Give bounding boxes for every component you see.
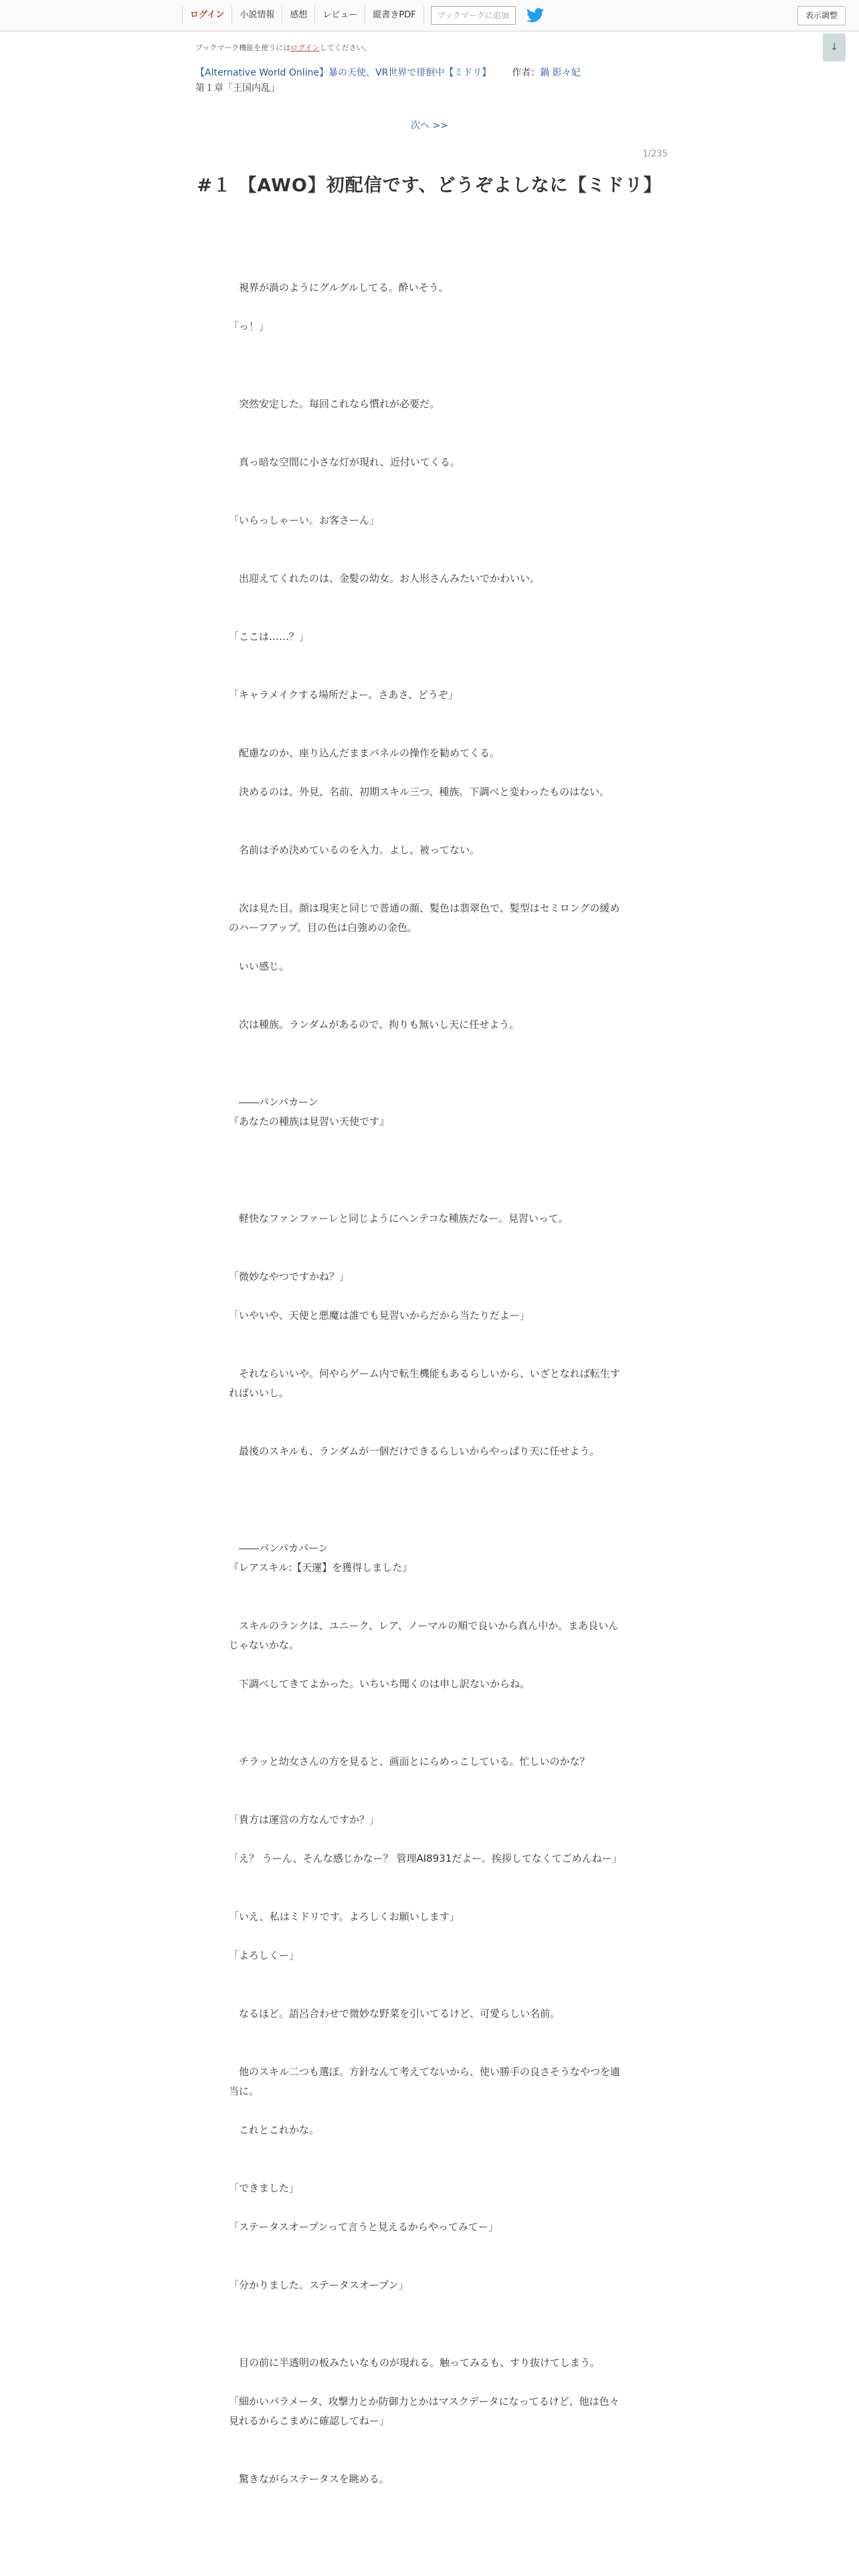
- bookmark-notice: [195, 42, 371, 53]
- body-line: 「え？ うーん、そんな感じかなー？ 管理AI8931だよー。挨拶してなくてごめんねー」: [229, 1852, 622, 1864]
- body-line: 「分かりました。ステータスオープン」: [229, 2279, 409, 2291]
- novel-info-link[interactable]: 小説情報: [231, 6, 282, 25]
- body-paragraph: [229, 1442, 628, 1461]
- body-line: これとこれかな。: [229, 2124, 320, 2136]
- body-line: いい感じ。: [229, 960, 290, 972]
- body-line: 「いえ、私はミドリです。よろしくお願いします」: [229, 1911, 460, 1923]
- body-paragraph: [229, 627, 628, 647]
- bookmark-login-link[interactable]: ログイン: [290, 43, 320, 52]
- body-paragraph: [229, 2392, 628, 2431]
- review-link[interactable]: レビュー: [314, 6, 365, 25]
- author-label: 作者：: [512, 68, 541, 78]
- body-line: 『あなたの種族は見習い天使です』: [229, 1115, 390, 1128]
- login-link[interactable]: ログイン: [182, 6, 231, 25]
- body-line: ――パンパカーン: [229, 1096, 318, 1108]
- body-line: 「ステータスオープンって言うと見えるからやってみてー」: [229, 2221, 498, 2233]
- body-paragraph: [229, 317, 628, 336]
- body-line: 「いやいや、天使と悪魔は誰でも見習いからだから当たりだよー」: [229, 1309, 530, 1321]
- body-paragraph: [229, 2218, 628, 2237]
- body-paragraph: [229, 511, 628, 530]
- body-line: 軽快なファンファーレと同じようにヘンテコな種族だなー。見習いって。: [229, 1212, 569, 1224]
- body-line: 「よろしくー」: [229, 1949, 300, 1961]
- top-navigation-bar: [0, 0, 859, 31]
- body-paragraph: [229, 2004, 628, 2024]
- body-paragraph: [229, 841, 628, 860]
- body-paragraph: [229, 1093, 628, 1132]
- novel-title-link[interactable]: 【Alternative World Online】暴の天使、VR世界で徘徊中【ミドリ】: [195, 68, 492, 78]
- body-paragraph: [229, 957, 628, 976]
- impressions-link[interactable]: 感想: [282, 6, 314, 25]
- body-line: 突然安定した。毎回これなら慣れが必要だ。: [229, 398, 440, 410]
- body-paragraph: [229, 685, 628, 705]
- episode-title: #１ 【AWO】初配信です、どうぞよしなに【ミドリ】: [197, 175, 662, 196]
- body-paragraph: [229, 2470, 628, 2489]
- body-paragraph: [229, 569, 628, 588]
- scroll-down-button[interactable]: ↓: [823, 33, 846, 62]
- body-line: 「細かいパラメータ、攻撃力とか防御力とかはマスクデータになってるけど、他は色々見れるからこまめに確認してねー」: [229, 2395, 619, 2427]
- body-line: それならいいや。何やらゲーム内で転生機能もあるらしいから、いざとなれば転生すればいいし。: [229, 1368, 620, 1399]
- page-number: 1/235: [642, 149, 668, 159]
- body-line: 「微妙なやつですかね？」: [229, 1271, 350, 1283]
- body-line: 最後のスキルも、ランダムが一個だけできるらしいからやっぱり天に任せよう。: [229, 1445, 600, 1457]
- add-bookmark-button[interactable]: ブックマークに追加: [431, 6, 516, 25]
- body-line: 配慮なのか、座り込んだままパネルの操作を勧めてくる。: [229, 747, 500, 759]
- body-paragraph: [229, 1209, 628, 1228]
- body-paragraph: [229, 1616, 628, 1655]
- body-line: チラッと幼女さんの方を見ると、画面とにらめっこしている。忙しいのかな？: [229, 1755, 590, 1767]
- body-paragraph: [229, 2062, 628, 2101]
- body-line: 決めるのは、外見、名前、初期スキル三つ、種族。下調べと変わったものはない。: [229, 786, 610, 798]
- body-paragraph: [229, 1306, 628, 1325]
- body-line: 驚きながらステータスを眺める。: [229, 2473, 389, 2485]
- body-line: スキルのランクは、ユニーク、レア、ノーマルの順で良いから真ん中か。まあ良いんじゃないかな。: [229, 1620, 619, 1651]
- chapter-title: 第１章「王国内乱」: [195, 83, 280, 94]
- next-page-link[interactable]: 次へ >>: [411, 120, 448, 131]
- body-line: 名前は予め決めているのを入力。よし、被ってない。: [229, 844, 480, 856]
- body-line: 「ここは……？」: [229, 631, 310, 643]
- body-line: 下調べしてきてよかった。いちいち聞くのは申し訳ないからね。: [229, 1678, 531, 1690]
- body-line: ――パンパカパーン: [229, 1542, 328, 1554]
- body-line: 目の前に半透明の板みたいなものが現れる。触ってみるも、すり抜けてしまう。: [229, 2357, 601, 2369]
- body-paragraph: [229, 2353, 628, 2373]
- body-paragraph: [229, 278, 628, 298]
- body-line: 出迎えてくれたのは、金髪の幼女。お人形さんみたいでかわいい。: [229, 572, 541, 584]
- body-paragraph: [229, 2276, 628, 2295]
- body-line: 「っ！」: [229, 320, 270, 332]
- body-paragraph: [229, 1946, 628, 1965]
- novel-body: [229, 278, 628, 2489]
- body-line: 他のスキル二つも選ぼ。方針なんて考えてないから、使い勝手の良さそうなやつを適当に。: [229, 2066, 620, 2097]
- body-paragraph: [229, 1907, 628, 1927]
- body-paragraph: [229, 2121, 628, 2140]
- vertical-pdf-link[interactable]: 縦書きPDF: [365, 6, 423, 25]
- body-paragraph: [229, 899, 628, 938]
- body-paragraph: [229, 1810, 628, 1830]
- body-paragraph: [229, 1364, 628, 1403]
- body-paragraph: [229, 744, 628, 763]
- display-settings-button[interactable]: 表示調整: [797, 6, 846, 25]
- body-paragraph: [229, 1752, 628, 1772]
- body-line: 視界が渦のようにグルグルしてる。酔いそう。: [229, 282, 449, 294]
- body-paragraph: [229, 782, 628, 802]
- body-paragraph: [229, 1539, 628, 1578]
- bookmark-notice-after: してください。: [319, 43, 371, 52]
- body-line: 次は見た目。顔は現実と同じで普通の顔、髪色は翡翠色で、髪型はセミロングの緩めのハーフアップ。目の色は白強めの金色。: [229, 902, 620, 934]
- author-link[interactable]: 鍋 影々妃: [540, 68, 581, 78]
- body-line: 「貴方は運営の方なんですか？」: [229, 1814, 380, 1826]
- body-line: 「できました」: [229, 2182, 300, 2194]
- main-nav: [182, 6, 544, 25]
- body-paragraph: [229, 1015, 628, 1035]
- bookmark-notice-before: ブックマーク機能を使うには: [195, 43, 291, 52]
- body-line: 「キャラメイクする場所だよー。さあさ、どうぞ」: [229, 689, 458, 701]
- twitter-bird-icon[interactable]: [527, 8, 544, 23]
- body-line: なるほど。語呂合わせで微妙な野菜を引いてるけど、可愛らしい名前。: [229, 2008, 561, 2020]
- body-paragraph: [229, 1849, 628, 1868]
- body-paragraph: [229, 395, 628, 414]
- body-line: 「いらっしゃーい。お客さーん」: [229, 514, 380, 526]
- novel-info: [195, 66, 581, 79]
- body-line: 真っ暗な空間に小さな灯が現れ、近付いてくる。: [229, 456, 460, 468]
- body-line: 『レアスキル:【天運】を獲得しました』: [229, 1562, 413, 1574]
- body-paragraph: [229, 453, 628, 472]
- body-line: 次は種族。ランダムがあるので、拘りも無いし天に任せよう。: [229, 1018, 520, 1031]
- body-paragraph: [229, 1675, 628, 1694]
- body-paragraph: [229, 2179, 628, 2198]
- body-paragraph: [229, 1267, 628, 1287]
